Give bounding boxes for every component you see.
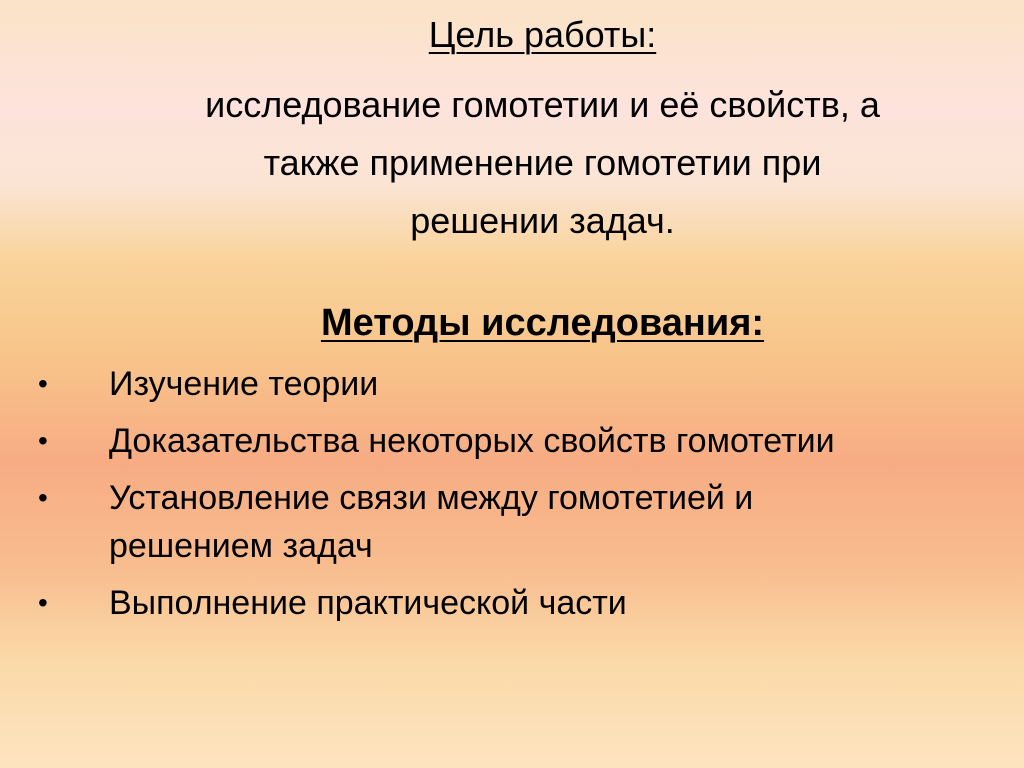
methods-list [0,360,1024,636]
bullet-icon: • [38,587,48,618]
goal-text-line: исследование гомотетии и её свойств, а [205,84,880,125]
methods-item-text: Выполнение практической части [109,584,627,622]
methods-title: Методы исследования: [320,302,765,344]
methods-item-practice [0,579,1024,627]
goal-title: Цель работы: [428,14,657,55]
methods-item-theory [0,360,1024,408]
methods-item-text: решением задач [109,527,373,565]
bullet-icon: • [38,425,48,456]
bullet-icon: • [38,368,48,399]
methods-item-text: Доказательства некоторых свойств гомотетии [109,422,835,460]
methods-item-proofs [0,417,1024,465]
methods-item-text: Установление связи между гомотетией и [109,479,754,517]
goal-text-line: также применение гомотетии при [263,142,822,183]
goal-text-line: решении задач. [410,200,675,241]
methods-item-text: Изучение теории [109,365,379,403]
methods-item-connection [0,474,1024,570]
bullet-icon: • [38,482,48,513]
goal-text [100,76,985,250]
